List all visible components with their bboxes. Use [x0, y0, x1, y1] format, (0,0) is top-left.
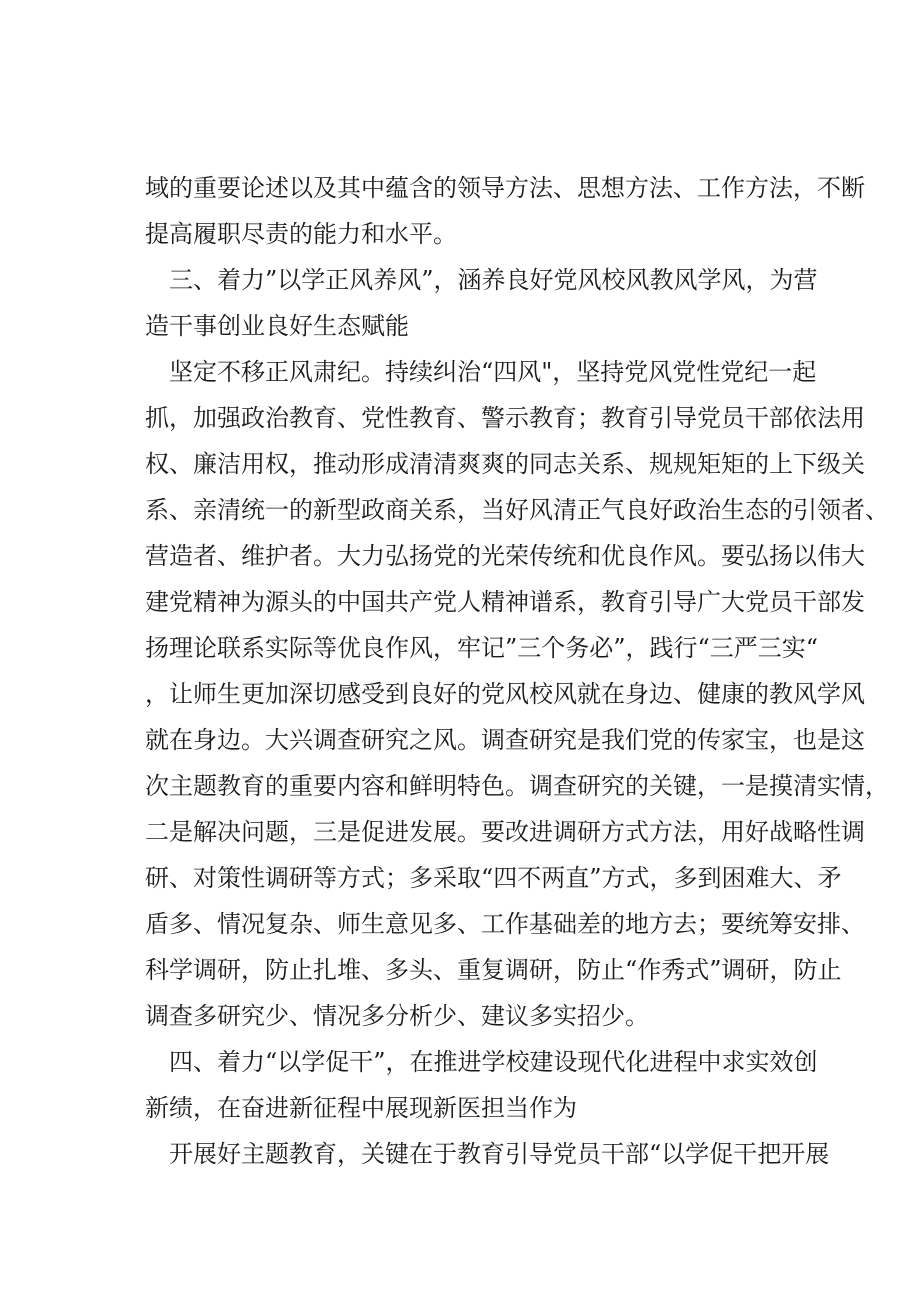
- section-heading-3-cont: 造干事创业良好生态赋能: [145, 312, 409, 340]
- section-heading-3: 三、着力”以学正风养风”，涵养良好党风校风教风学风，为营: [169, 266, 818, 294]
- text-line: 营造者、维护者。大力弘扬党的光荣传统和优良作风。要弘扬以伟大: [145, 542, 865, 570]
- text-line: ，让师生更加深切感受到良好的党风校风就在身边、健康的教风学风: [145, 680, 865, 708]
- text-line: 次主题教育的重要内容和鲜明特色。调查研究的关键，一是摸清实情，: [145, 772, 889, 800]
- text-line: 域的重要论述以及其中蕴含的领导方法、思想方法、工作方法，不断: [145, 174, 865, 202]
- text-line: 调查多研究少、情况多分析少、建议多实招少。: [145, 1002, 649, 1030]
- text-line: 抓，加强政治教育、党性教育、警示教育；教育引导党员干部依法用: [145, 404, 865, 432]
- text-line: 二是解决问题，三是促进发展。要改进调研方式方法，用好战略性调: [145, 818, 865, 846]
- text-line: 开展好主题教育，关键在于教育引导党员干部“以学促干把开展: [169, 1140, 830, 1168]
- document-body: [145, 165, 889, 1177]
- section-heading-4: 四、着力“以学促干”，在推进学校建设现代化进程中求实效创: [169, 1048, 818, 1076]
- text-line: 研、对策性调研等方式；多采取“四不两直”方式，多到困难大、矛: [145, 864, 842, 892]
- text-line: 系、亲清统一的新型政商关系，当好风清正气良好政治生态的引领者、: [145, 496, 889, 524]
- text-line: 建党精神为源头的中国共产党人精神谱系，教育引导广大党员干部发: [145, 588, 865, 616]
- text-line: 提高履职尽责的能力和水平。: [145, 220, 457, 248]
- text-line: 坚定不移正风肃纪。持续纠治“四风"，坚持党风党性党纪一起: [169, 358, 817, 386]
- section-heading-4-cont: 新绩，在奋进新征程中展现新医担当作为: [145, 1094, 577, 1122]
- text-line: 盾多、情况复杂、师生意见多、工作基础差的地方去；要统筹安排、: [145, 910, 865, 938]
- text-line: 扬理论联系实际等优良作风，牢记”三个务必”，践行“三严三实“: [145, 634, 819, 662]
- text-line: 就在身边。大兴调查研究之风。调查研究是我们党的传家宝，也是这: [145, 726, 865, 754]
- text-line: 科学调研，防止扎堆、多头、重复调研，防止“作秀式”调研，防止: [145, 956, 842, 984]
- text-line: 权、廉洁用权，推动形成清清爽爽的同志关系、规规矩矩的上下级关: [145, 450, 865, 478]
